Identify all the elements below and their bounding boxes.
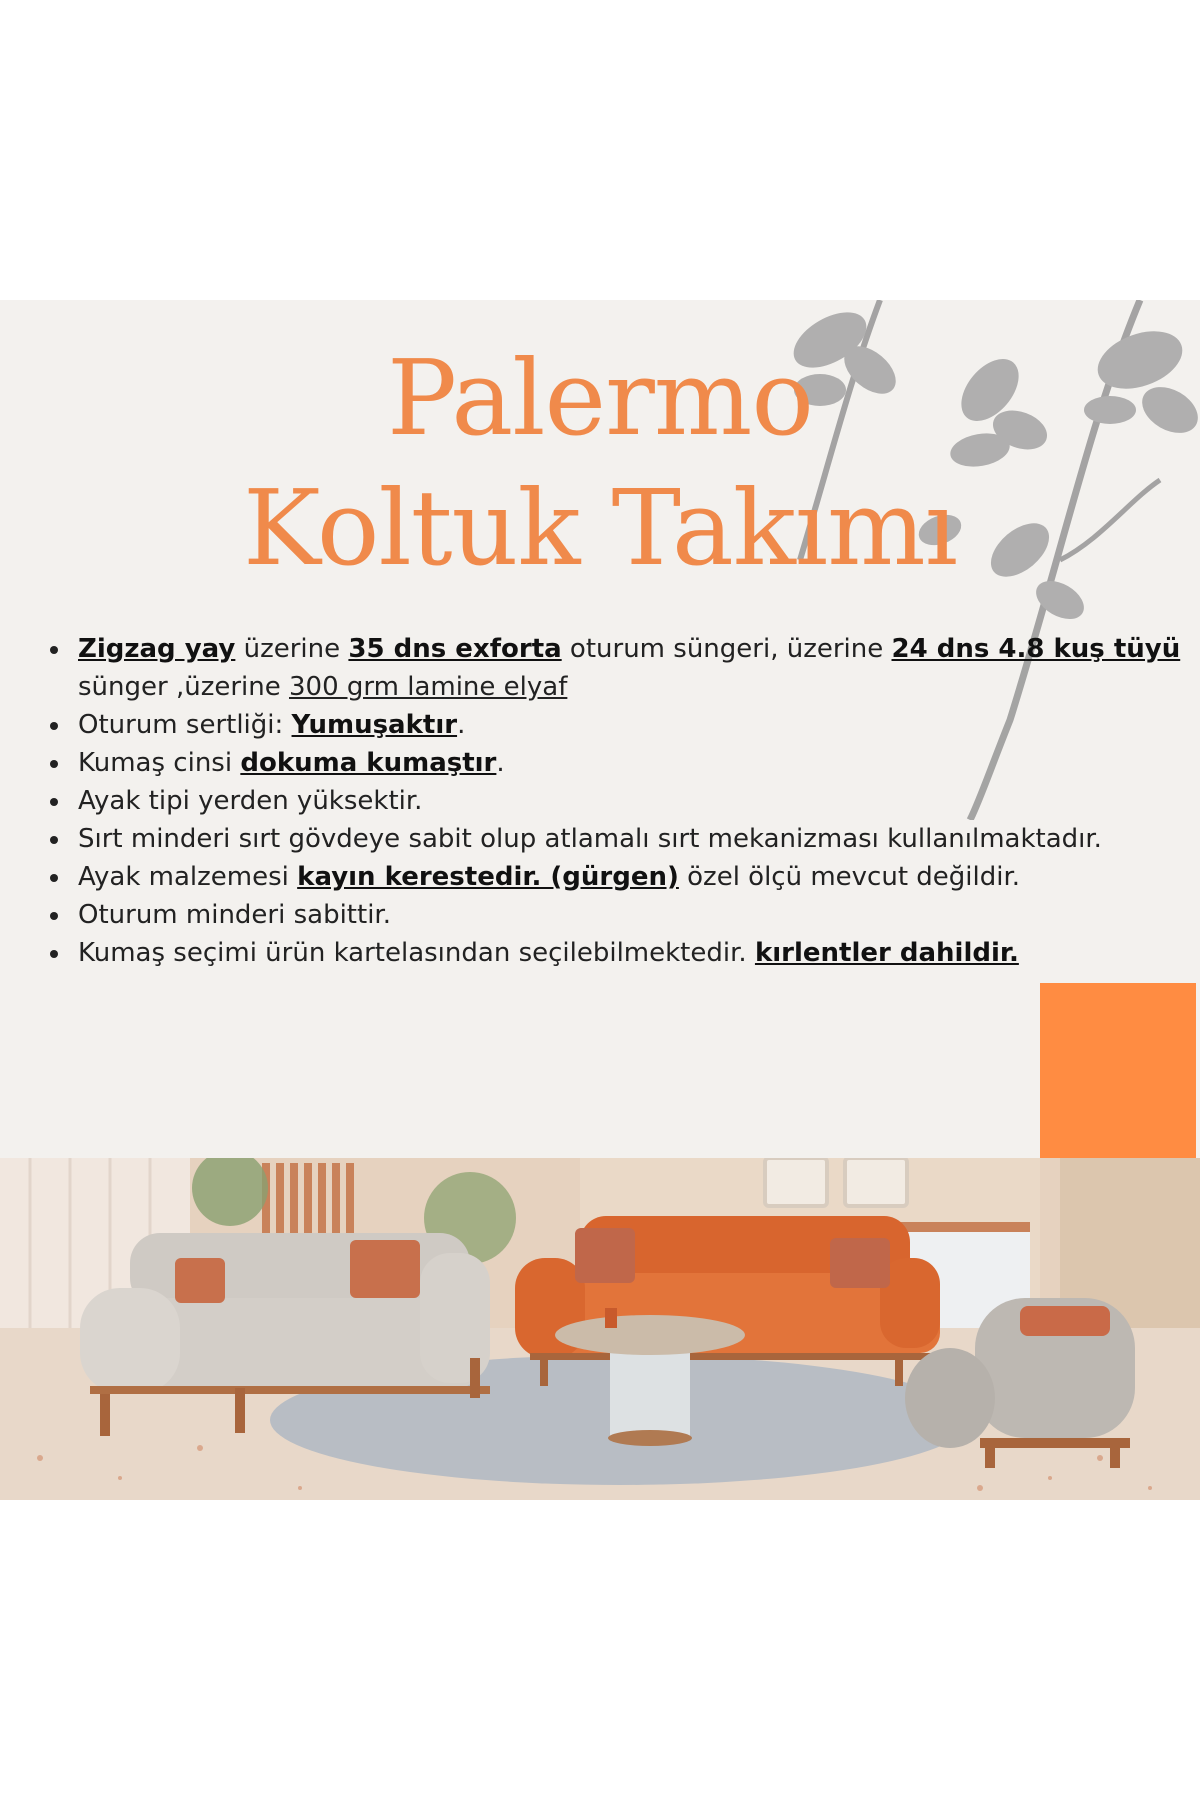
feature-text: özel ölçü mevcut değildir. xyxy=(678,862,1021,892)
feature-text: Kumaş seçimi ürün kartelasından seçilebilmektedir. xyxy=(78,938,755,968)
living-room-illustration xyxy=(0,1158,1200,1500)
title-line-2: Koltuk Takımı xyxy=(242,467,958,589)
feature-text: üzerine xyxy=(235,634,349,664)
feature-highlight: kayın kerestedir. (gürgen) xyxy=(297,862,679,892)
feature-text: sünger ,üzerine xyxy=(78,672,289,702)
feature-item xyxy=(72,896,1200,934)
feature-item xyxy=(72,858,1200,896)
feature-text: Sırt minderi sırt gövdeye sabit olup atlamalı sırt mekanizması kullanılmaktadır. xyxy=(78,824,1102,854)
feature-text: . xyxy=(496,748,505,778)
feature-item xyxy=(72,782,1200,820)
feature-text: Oturum sertliği: xyxy=(78,710,292,740)
feature-item xyxy=(72,820,1200,858)
feature-text: oturum süngeri, üzerine xyxy=(561,634,892,664)
feature-text: Oturum minderi sabittir. xyxy=(78,900,391,930)
feature-text: Kumaş cinsi xyxy=(78,748,241,778)
feature-text: . xyxy=(457,710,466,740)
feature-text: Ayak tipi yerden yüksektir. xyxy=(78,786,423,816)
feature-text: Ayak malzemesi xyxy=(78,862,298,892)
title-line-1: Palermo xyxy=(386,337,814,459)
product-card xyxy=(0,300,1200,1158)
feature-item xyxy=(72,706,1200,744)
feature-item xyxy=(72,934,1200,972)
feature-highlight: dokuma kumaştır xyxy=(240,748,497,778)
feature-highlight: kırlentler dahildir. xyxy=(754,938,1019,968)
feature-underline: 300 grm lamine elyaf xyxy=(289,672,568,702)
feature-item xyxy=(72,630,1200,706)
feature-highlight: 24 dns 4.8 kuş tüyü xyxy=(891,634,1181,664)
accent-square xyxy=(1040,983,1196,1158)
product-photo xyxy=(0,1158,1200,1500)
feature-highlight: Zigzag yay xyxy=(78,634,236,664)
feature-highlight: Yumuşaktır xyxy=(291,710,458,740)
feature-highlight: 35 dns exforta xyxy=(348,634,562,664)
feature-item xyxy=(72,744,1200,782)
feature-list xyxy=(40,630,1200,972)
